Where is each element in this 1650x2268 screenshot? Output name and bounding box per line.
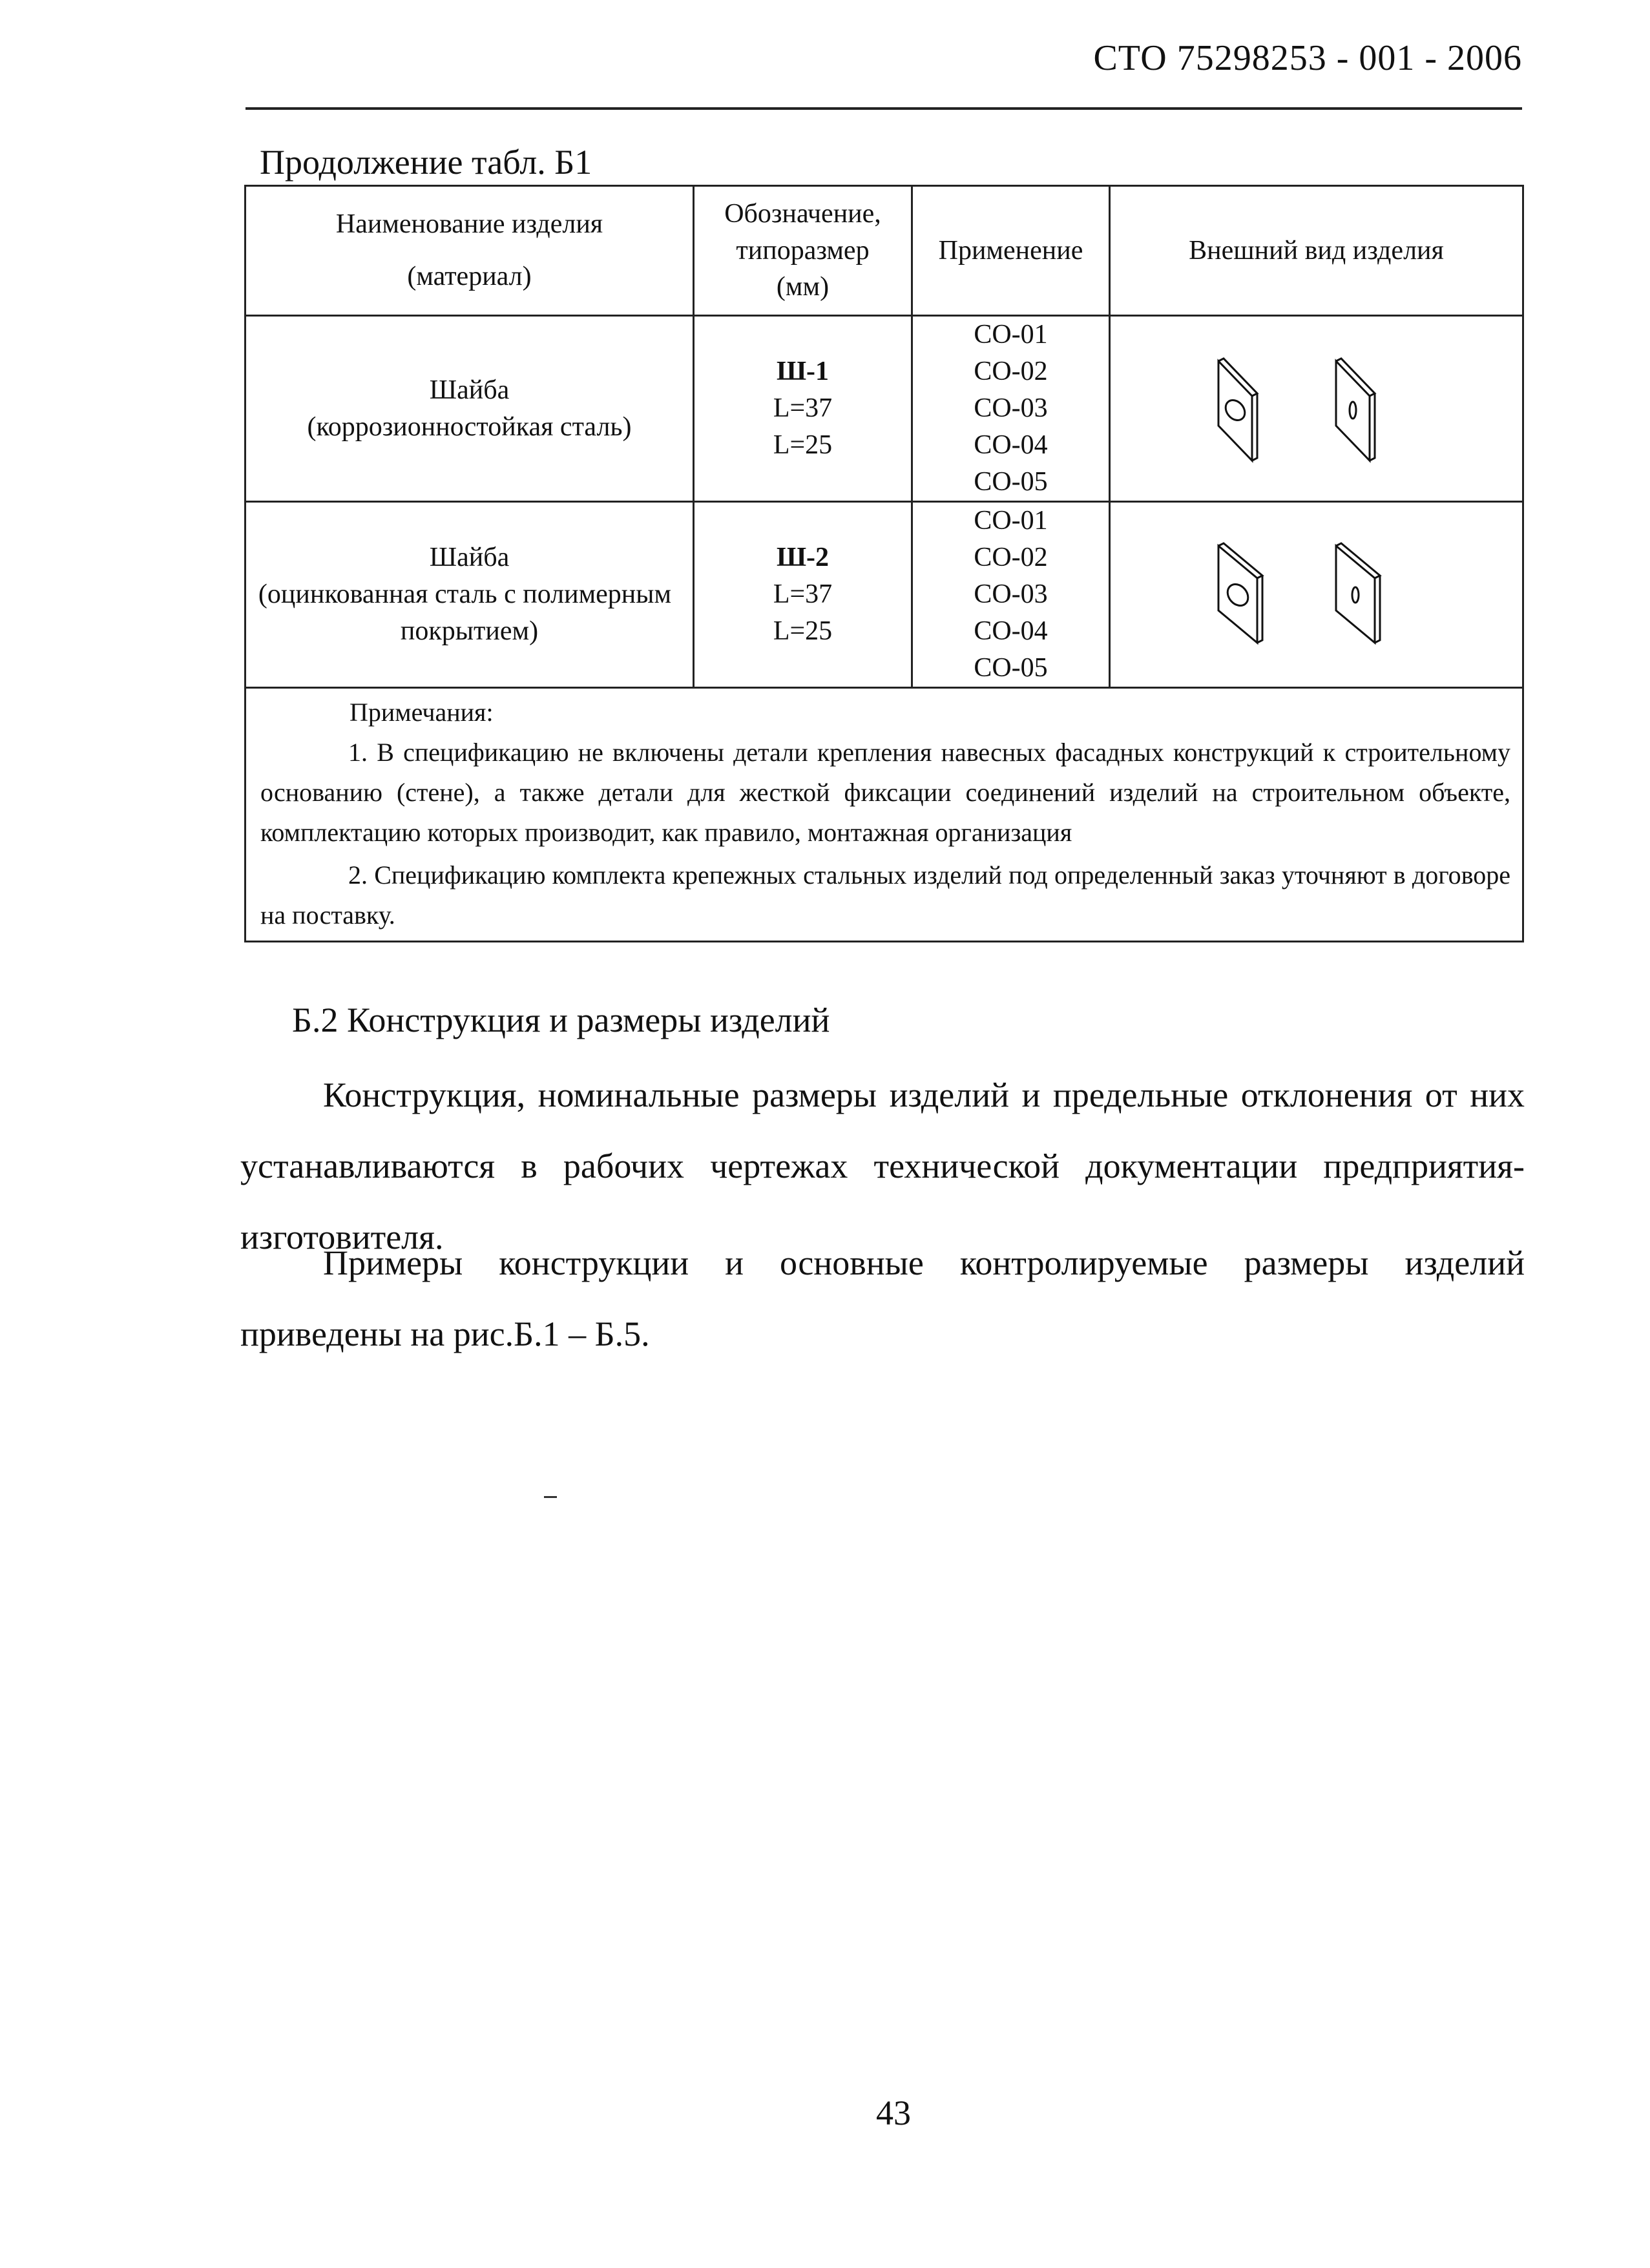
column-header-name [245,186,694,316]
application-code: СО-02 [974,357,1048,386]
stray-mark [544,1496,557,1498]
cell-appearance [1110,316,1523,502]
paragraph: Конструкция, номинальные размеры изделий и предельные отклонения от них устанавливаются в рабочих чертежах технической документации предприятия-изготовителя. [240,1076,1525,1256]
column-header-application: Применение [912,186,1110,316]
item-material: (коррозионностойкая сталь) [307,411,632,442]
table-row [245,502,1523,688]
page-number: 43 [876,2094,911,2132]
cell-designation [694,502,912,688]
item-size: L=25 [773,616,833,646]
column-header-name-line1: Наименование изделия [335,209,603,240]
note-item: 1. В спецификацию не включены детали крепления навесных фасадных конструкций к строительному основанию (стене), а также детали для жесткой фиксации соединений изделий на строительном объекте, комплектацию которых производит, как правило, монтажная организация [260,738,1510,847]
application-code: СО-02 [974,543,1048,572]
column-header-name-line2: (материал) [407,262,532,291]
specification-table [244,185,1524,942]
cell-application [912,502,1110,688]
column-header-appearance: Внешний вид изделия [1110,186,1523,316]
application-code: СО-04 [974,616,1048,646]
table-notes-row [245,688,1523,942]
application-code: СО-05 [974,653,1048,683]
application-code: СО-03 [974,579,1048,609]
item-material: (оцинкованная сталь с полимерным [258,579,672,610]
item-size: L=37 [773,579,833,610]
section-title: Б.2 Конструкция и размеры изделий [292,1001,830,1039]
header-rule [245,107,1522,110]
cell-application [912,316,1110,502]
cell-appearance [1110,502,1523,688]
cell-name [245,316,694,502]
item-name: Шайба [429,375,510,405]
table-caption: Продолжение табл. Б1 [260,143,592,182]
washer-icon [1181,339,1452,468]
column-header-designation-text: Обозначение, типоразмер (мм) [724,198,881,302]
table-row [245,316,1523,502]
document-code: СТО 75298253 - 001 - 2006 [1093,38,1522,78]
application-code: СО-03 [974,393,1048,423]
paragraph: Примеры конструкции и основные контролируемые размеры изделий приведены на рис.Б.1 – Б.5. [240,1243,1525,1353]
item-code: Ш-1 [776,357,830,387]
item-size: L=37 [773,393,833,424]
item-size: L=25 [773,430,833,460]
application-code: СО-04 [974,430,1048,460]
cell-designation [694,316,912,502]
application-code: СО-05 [974,467,1048,497]
cell-name [245,502,694,688]
table-header-row [245,186,1523,316]
application-code: СО-01 [974,506,1048,536]
item-code: Ш-2 [776,543,830,573]
notes-title: Примечания: [350,698,494,727]
item-name: Шайба [429,543,510,573]
washer-icon [1181,525,1452,654]
item-material: покрытием) [400,616,539,646]
notes-cell [245,688,1523,942]
application-code: СО-01 [974,320,1048,349]
column-header-designation [694,186,912,316]
note-item: 2. Спецификацию комплекта крепежных стальных изделий под определенный заказ уточняют в договоре на поставку. [260,860,1510,930]
